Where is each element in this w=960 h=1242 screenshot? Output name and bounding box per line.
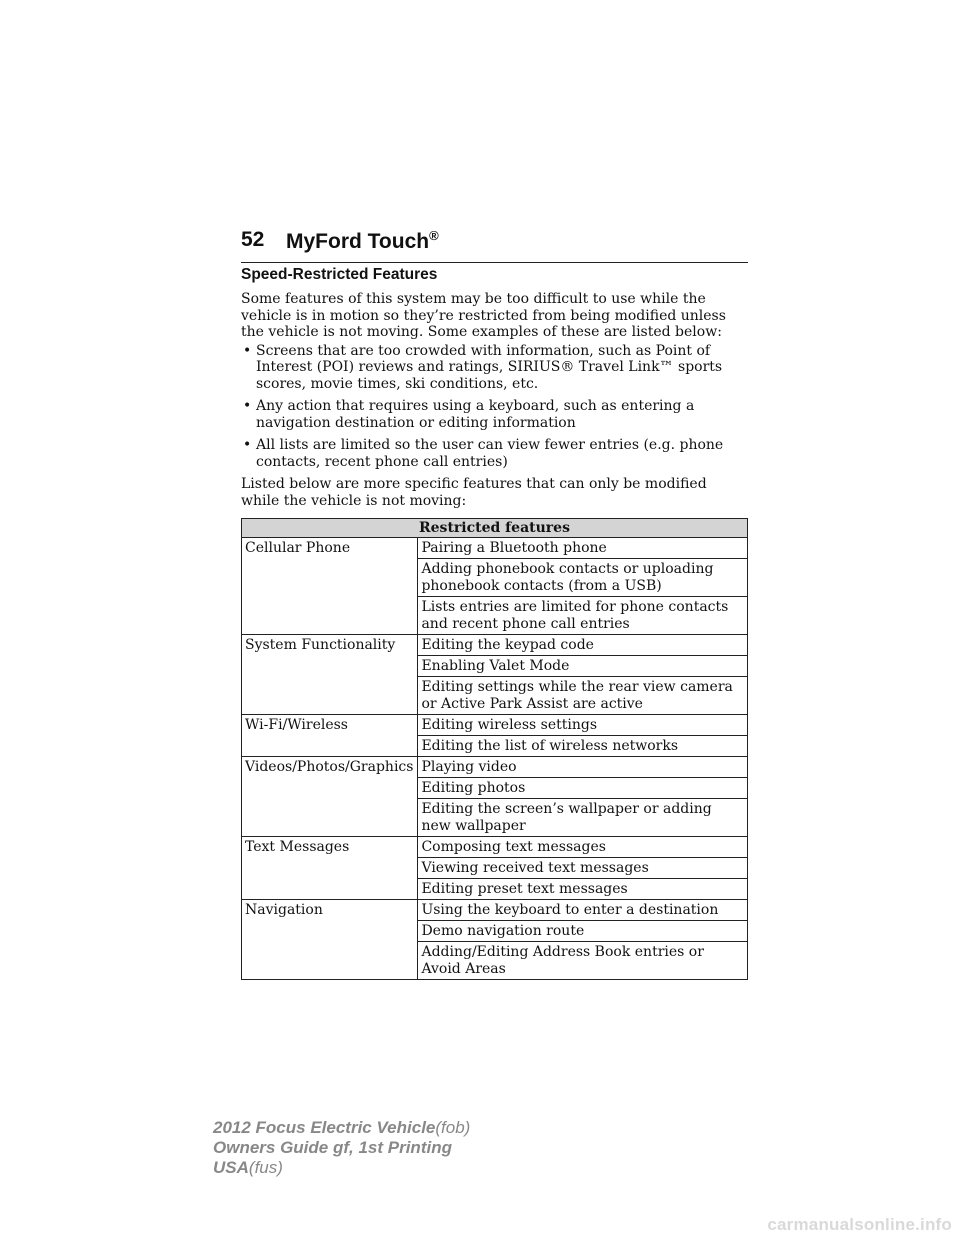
category-cell: Videos/Photos/Graphics xyxy=(242,757,418,837)
table-row xyxy=(242,837,748,858)
feature-cell: Using the keyboard to enter a destination xyxy=(418,900,748,921)
feature-cell: Lists entries are limited for phone contacts and recent phone call entries xyxy=(418,597,748,635)
feature-cell: Editing the screen’s wallpaper or adding new wallpaper xyxy=(418,799,748,837)
footer-guide: Owners Guide gf, 1st Printing xyxy=(213,1138,452,1157)
footer-line-2 xyxy=(213,1138,470,1158)
registered-mark: ® xyxy=(429,228,439,243)
section-heading: Speed-Restricted Features xyxy=(241,266,438,283)
category-cell: Wi-Fi/Wireless xyxy=(242,715,418,757)
feature-cell: Adding phonebook contacts or uploading phonebook contacts (from a USB) xyxy=(418,559,748,597)
bullet-item xyxy=(241,343,748,393)
bullet-text: Any action that requires using a keyboard, such as entering a navigation destination or editing information xyxy=(256,398,695,431)
bullet-glyph: • xyxy=(243,437,252,453)
table-row xyxy=(242,715,748,736)
feature-cell: Editing the keypad code xyxy=(418,635,748,656)
feature-cell: Editing preset text messages xyxy=(418,879,748,900)
feature-cell: Editing settings while the rear view camera or Active Park Assist are active xyxy=(418,677,748,715)
bullet-text: Screens that are too crowded with information, such as Point of Interest (POI) reviews and ratings, SIRIUS® Travel Link™ sports scores, movie times, ski conditions, etc. xyxy=(256,342,723,392)
intro-paragraph: Some features of this system may be too difficult to use while the vehicle is in motion so they’re restricted from being modified unless the vehicle is not moving. Some examples of these are listed below: xyxy=(241,291,726,340)
feature-cell: Adding/Editing Address Book entries or Avoid Areas xyxy=(418,942,748,980)
feature-cell: Demo navigation route xyxy=(418,921,748,942)
category-cell: Navigation xyxy=(242,900,418,980)
table-row xyxy=(242,900,748,921)
document-footer xyxy=(213,1118,470,1178)
table-row xyxy=(242,538,748,559)
footer-market: USA xyxy=(213,1158,249,1177)
bullet-text: All lists are limited so the user can view fewer entries (e.g. phone contacts, recent phone call entries) xyxy=(256,437,724,470)
outro-paragraph: Listed below are more specific features that can only be modified while the vehicle is not moving: xyxy=(241,476,707,509)
footer-code: (fob) xyxy=(435,1118,471,1137)
table-row xyxy=(242,635,748,656)
feature-cell: Playing video xyxy=(418,757,748,778)
feature-cell: Editing photos xyxy=(418,778,748,799)
section-title-text: MyFord Touch xyxy=(286,230,430,253)
footer-market-code: (fus) xyxy=(248,1158,283,1177)
category-cell: Text Messages xyxy=(242,837,418,900)
bullet-item xyxy=(241,398,748,431)
restricted-features-table xyxy=(241,518,748,980)
feature-cell: Viewing received text messages xyxy=(418,858,748,879)
bullet-glyph: • xyxy=(243,398,252,414)
footer-vehicle: 2012 Focus Electric Vehicle xyxy=(213,1118,436,1137)
watermark: carmanualsonline.info xyxy=(767,1215,952,1234)
footer-line-1 xyxy=(213,1118,470,1138)
section-title xyxy=(286,228,439,254)
category-cell: Cellular Phone xyxy=(245,540,351,556)
bullet-item xyxy=(241,437,748,470)
feature-cell: Enabling Valet Mode xyxy=(418,656,748,677)
feature-cell: Composing text messages xyxy=(418,837,748,858)
category-cell: System Functionality xyxy=(242,635,418,715)
footer-line-3 xyxy=(213,1158,470,1178)
page-content xyxy=(241,266,748,980)
table-header: Restricted features xyxy=(242,519,748,538)
feature-cell: Editing the list of wireless networks xyxy=(418,736,748,757)
table-row xyxy=(242,757,748,778)
bullet-list xyxy=(241,343,748,471)
bullet-glyph: • xyxy=(243,342,252,359)
feature-cell: Pairing a Bluetooth phone xyxy=(418,538,748,559)
page-number: 52 xyxy=(241,228,265,251)
feature-cell: Editing wireless settings xyxy=(418,715,748,736)
page-header xyxy=(241,228,748,263)
